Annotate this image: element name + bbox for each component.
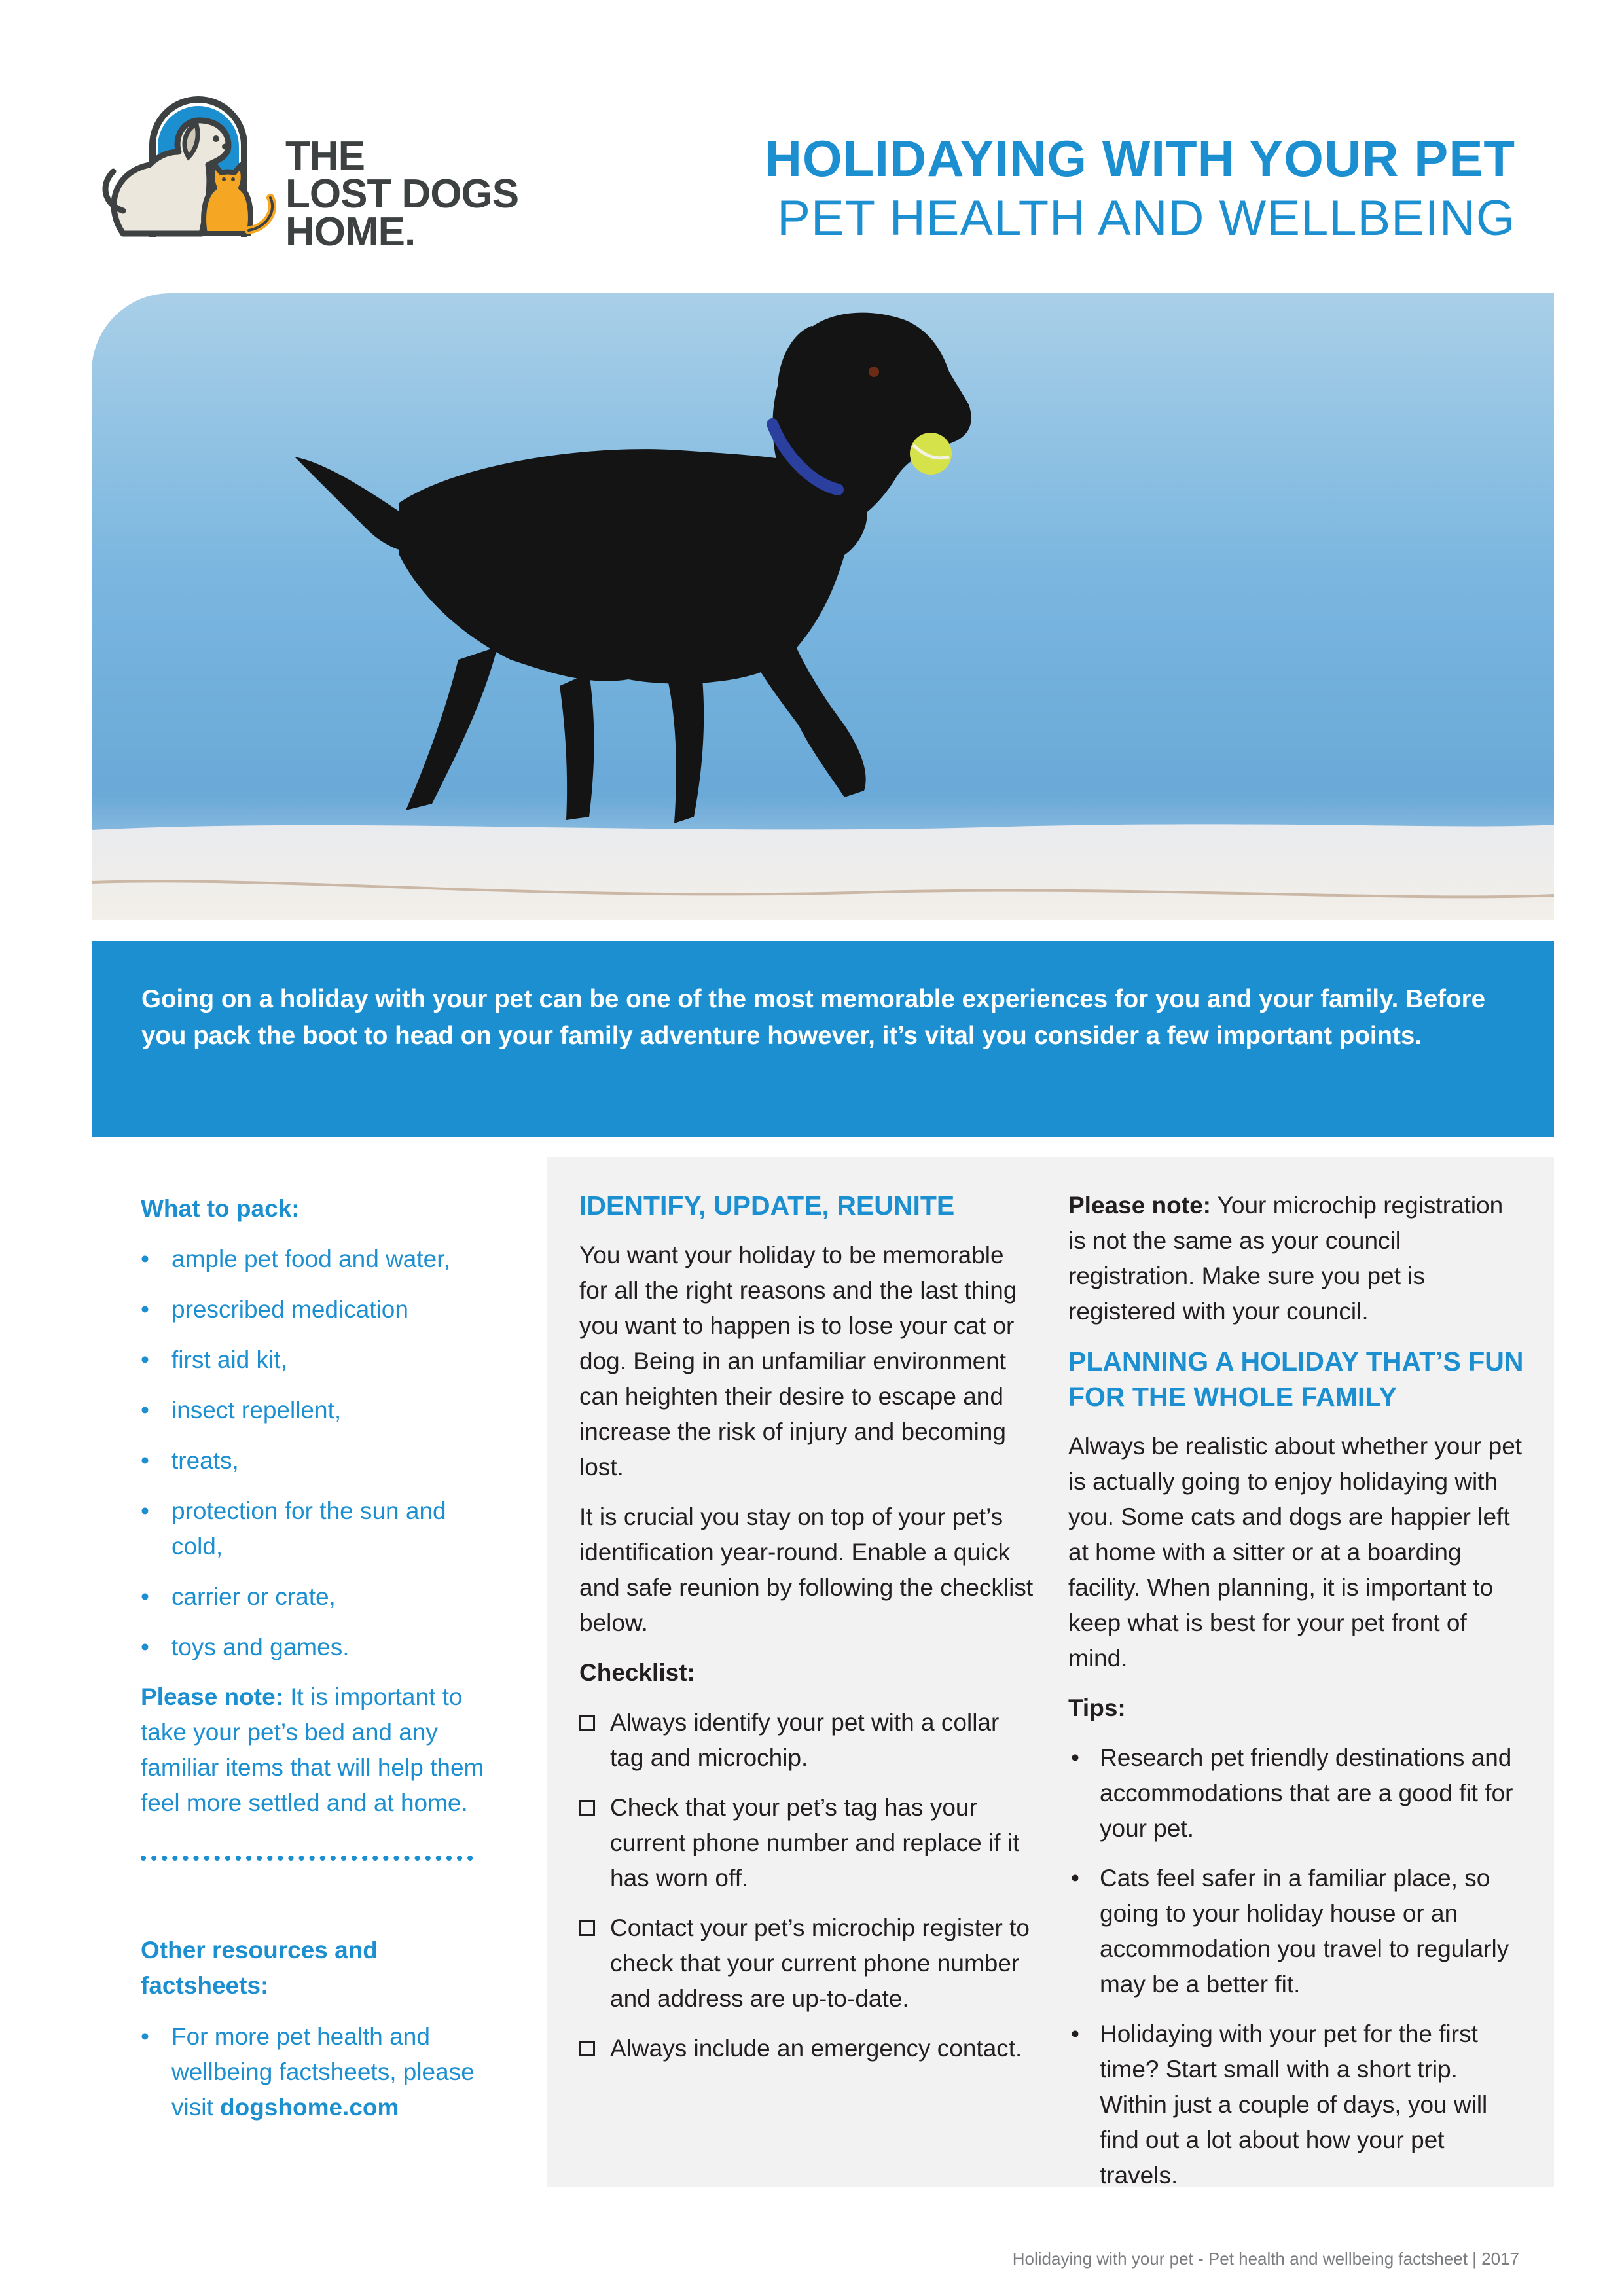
title-block bbox=[765, 128, 1515, 249]
resources-text: For more pet health and wellbeing factsheets, please visit bbox=[171, 2023, 475, 2121]
logo-text-line1: THE bbox=[285, 134, 365, 179]
intro-text: Going on a holiday with your pet can be one of the most memorable experiences for you and your family. Before you pack the boot to head on your family adventure however, it’s vital you consider a few important points. bbox=[141, 985, 1486, 1050]
list-item: • ample pet food and water, bbox=[141, 1242, 497, 1277]
resources-heading: Other resources and factsheets: bbox=[141, 1937, 378, 1999]
checklist-item bbox=[579, 2031, 1038, 2066]
checklist-item-text: Always identify your pet with a collar tag and microchip. bbox=[610, 1709, 1000, 1771]
tips-list bbox=[1068, 1740, 1526, 2193]
identify-para2: It is crucial you stay on top of your pet’s identification year-round. Enable a quick and safe reunion by following the checklist below. bbox=[579, 1503, 1034, 1636]
dogshome-link[interactable]: dogshome.com bbox=[220, 2094, 399, 2121]
council-note-text: Your microchip registration is not the same as your council registration. Make sure you pet is registered with your council. bbox=[1068, 1192, 1504, 1325]
middle-column bbox=[579, 1188, 1038, 2066]
logo-text-line2: LOST DOGS bbox=[285, 171, 519, 217]
checklist-item bbox=[579, 1910, 1038, 2017]
list-item: • first aid kit, bbox=[141, 1342, 497, 1378]
logo-wordmark bbox=[285, 134, 519, 255]
list-item: • toys and games. bbox=[141, 1630, 497, 1665]
planning-heading: PLANNING A HOLIDAY THAT’S FUN FOR THE WHOLE FAMILY bbox=[1068, 1346, 1524, 1412]
planning-para: Always be realistic about whether your pet is actually going to enjoy holidaying with you. Some cats and dogs are happier left at home with a sitter or at a boarding facility. When planning, it is important to keep what is best for your pet front of mind. bbox=[1068, 1433, 1523, 1672]
list-item: • prescribed medication bbox=[141, 1292, 497, 1327]
list-item: • Cats feel safer in a familiar place, so going to your holiday house or an accommodation you travel to regularly may be a better fit. bbox=[1068, 1861, 1526, 2002]
checklist-item-text: Always include an emergency contact. bbox=[610, 2035, 1022, 2062]
list-item bbox=[141, 2019, 497, 2125]
list-item: • Holidaying with your pet for the first time? Start small with a short trip. Within just a couple of days, you will find out a lot about how your pet travels. bbox=[1068, 2017, 1526, 2193]
list-item: • protection for the sun and cold, bbox=[141, 1494, 497, 1564]
left-note-text: It is important to take your pet’s bed and any familiar items that will help them feel more settled and at home. bbox=[141, 1683, 484, 1816]
checkbox[interactable] bbox=[579, 2041, 595, 2056]
dotted-divider bbox=[141, 1855, 481, 1861]
checkbox[interactable] bbox=[579, 1920, 595, 1936]
intro-banner bbox=[92, 941, 1554, 1137]
right-column bbox=[1068, 1188, 1526, 2193]
checklist-heading: Checklist: bbox=[579, 1659, 695, 1686]
list-item: • Research pet friendly destinations and accommodations that are a good fit for your pet. bbox=[1068, 1740, 1526, 1846]
logo-mark bbox=[97, 73, 293, 243]
checkbox[interactable] bbox=[579, 1800, 595, 1816]
pack-heading: What to pack: bbox=[141, 1195, 300, 1222]
checkbox[interactable] bbox=[579, 1715, 595, 1731]
list-item: • insect repellent, bbox=[141, 1393, 497, 1428]
page-title: HOLIDAYING WITH YOUR PET bbox=[765, 130, 1515, 187]
council-note bbox=[1068, 1188, 1526, 1329]
resources-list bbox=[141, 2019, 497, 2125]
tips-heading: Tips: bbox=[1068, 1695, 1126, 1721]
page-subtitle: PET HEALTH AND WELLBEING bbox=[777, 190, 1515, 246]
identify-heading: IDENTIFY, UPDATE, REUNITE bbox=[579, 1191, 955, 1221]
checklist-item bbox=[579, 1790, 1038, 1896]
checklist-item-text: Check that your pet’s tag has your current phone number and replace if it has worn off. bbox=[610, 1794, 1020, 1892]
hero-photo bbox=[92, 293, 1554, 920]
list-item: • treats, bbox=[141, 1443, 497, 1479]
identify-para1: You want your holiday to be memorable for all the right reasons and the last thing you want to happen is to lose your cat or dog. Being in an unfamiliar environment can heighten their desire to escape and increase the risk of injury and becoming lost. bbox=[579, 1242, 1017, 1480]
checklist-item-text: Contact your pet’s microchip register to check that your current phone number and address are up-to-date. bbox=[610, 1914, 1030, 2012]
left-note bbox=[141, 1679, 497, 1821]
checklist bbox=[579, 1705, 1038, 2066]
black-labrador-beach-photo-icon bbox=[92, 293, 1554, 920]
left-column bbox=[141, 1191, 497, 2125]
logo-text-line3: HOME. bbox=[285, 209, 416, 255]
council-note-label: Please note: bbox=[1068, 1192, 1211, 1219]
checklist-item bbox=[579, 1705, 1038, 1776]
page-footer: Holidaying with your pet - Pet health and wellbeing factsheet | 2017 bbox=[1012, 2249, 1519, 2269]
left-note-label: Please note: bbox=[141, 1683, 283, 1710]
pack-list bbox=[141, 1242, 497, 1665]
list-item: • carrier or crate, bbox=[141, 1579, 497, 1615]
